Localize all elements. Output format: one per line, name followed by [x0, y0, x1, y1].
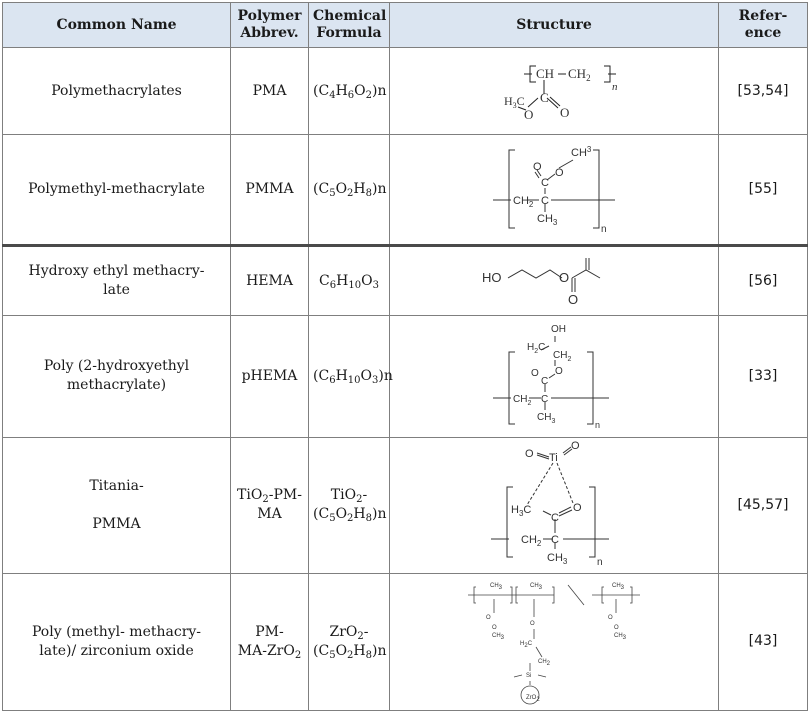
svg-text:CH2: $CH_2$: [553, 350, 572, 364]
polymer-table: [2, 2, 808, 711]
svg-text:CH2: $CH_2$: [513, 394, 532, 408]
table-row: [3, 316, 808, 437]
cell-formula: $(C_4H_6O_2)n$: [309, 48, 390, 135]
svg-text:n: n: [595, 420, 601, 431]
header-formula: Chemical Formula: [309, 3, 390, 48]
svg-text:O: O: [608, 614, 613, 621]
cell-common-name: Poly (methyl- methacry- late)/ zirconium oxide: [3, 573, 231, 710]
svg-text:C: C: [551, 512, 559, 525]
cell-abbrev: PMMA: [231, 135, 309, 246]
titania-pmma-structure-image: [489, 441, 619, 569]
svg-text:C: C: [551, 534, 559, 547]
table-row: [3, 48, 808, 135]
cell-abbrev: pHEMA: [231, 316, 309, 437]
svg-text:O: O: [531, 368, 539, 380]
svg-text:O: O: [559, 270, 570, 286]
svg-text:O: O: [555, 366, 563, 378]
header-abbrev: Polymer Abbrev.: [231, 3, 309, 48]
svg-text:Ti: Ti: [549, 452, 558, 465]
svg-text:CH2: $CH_2$: [568, 66, 591, 84]
table-row: [3, 246, 808, 316]
svg-text:CH3: $CH_3$: [537, 212, 558, 227]
svg-text:O: O: [492, 624, 497, 631]
pmma-zro2-structure-image: [464, 577, 644, 707]
svg-text:CH2: $CH_2$: [521, 534, 542, 549]
cell-structure: [390, 437, 719, 573]
svg-text:Si: Si: [526, 672, 532, 679]
header-row: [3, 3, 808, 48]
cell-formula: $C_6H_{10}O_3$: [309, 246, 390, 316]
table-row: [3, 437, 808, 573]
svg-text:C: C: [541, 394, 549, 406]
svg-text:OH: OH: [551, 324, 566, 336]
cell-abbrev: TiO$_2$-PM- MA: [231, 437, 309, 573]
cell-formula: ZrO$_2$- $(C_5O_2H_8)n$: [309, 573, 390, 710]
svg-text:O: O: [486, 614, 491, 621]
svg-text:H2C: $H_2C$: [527, 342, 546, 356]
svg-text:O: O: [555, 166, 564, 179]
svg-text:CH3: $CH_3$: [547, 552, 568, 567]
svg-text:H2C: H2C: [520, 640, 533, 649]
cell-reference: [53,54]: [719, 48, 808, 135]
svg-text:n: n: [612, 81, 618, 94]
svg-text:O: O: [573, 502, 582, 515]
svg-text:HO: HO: [482, 270, 502, 286]
svg-text:O: O: [560, 105, 570, 121]
cell-formula: $(C_6H_{10}O_3)n$: [309, 316, 390, 437]
svg-text:CH3: $CH^3$: [571, 144, 592, 159]
svg-text:O: O: [530, 620, 535, 627]
svg-text:CH3: CH3: [614, 632, 627, 641]
cell-abbrev: PMA: [231, 48, 309, 135]
svg-text:C: C: [541, 176, 549, 189]
cell-common-name: Hydroxy ethyl methacry- late: [3, 246, 231, 316]
svg-text:CH3: CH3: [490, 582, 503, 591]
svg-text:C: C: [541, 376, 549, 388]
cell-formula: $(C_5O_2H_8)n$: [309, 135, 390, 246]
pma-structure-image: [474, 60, 634, 122]
svg-text:H3C: $H_3C$: [504, 94, 525, 111]
svg-text:CH3: CH3: [612, 582, 625, 591]
cell-abbrev: PM- MA-ZrO$_2$: [231, 573, 309, 710]
cell-structure: [390, 48, 719, 135]
svg-text:CH3: $CH_3$: [537, 412, 556, 426]
svg-text:O: O: [524, 107, 534, 123]
svg-text:n: n: [597, 557, 603, 569]
svg-text:CH3: CH3: [492, 632, 505, 641]
cell-reference: [55]: [719, 135, 808, 246]
cell-reference: [56]: [719, 246, 808, 316]
header-reference: Refer-ence: [719, 3, 808, 48]
cell-reference: [33]: [719, 316, 808, 437]
svg-text:CH3: CH3: [530, 582, 543, 591]
cell-reference: [43]: [719, 573, 808, 710]
svg-text:O: O: [568, 292, 579, 307]
cell-common-name: Polymethyl-methacrylate: [3, 135, 231, 246]
phema-structure-image: [489, 320, 619, 432]
cell-structure: [390, 246, 719, 316]
svg-text:C: C: [540, 90, 549, 106]
svg-text:H3C: $H_3C$: [511, 504, 532, 519]
cell-structure: [390, 316, 719, 437]
cell-reference: [45,57]: [719, 437, 808, 573]
cell-structure: [390, 135, 719, 246]
table-row: [3, 573, 808, 710]
header-structure: Structure: [390, 3, 719, 48]
cell-common-name: Titania- PMMA: [3, 437, 231, 573]
svg-text:O: O: [525, 448, 534, 461]
cell-structure: [390, 573, 719, 710]
cell-common-name: Poly (2-hydroxyethyl methacrylate): [3, 316, 231, 437]
cell-common-name: Polymethacrylates: [3, 48, 231, 135]
svg-text:O: O: [614, 624, 619, 631]
cell-formula: TiO$_2$- $(C_5O_2H_8)n$: [309, 437, 390, 573]
svg-text:ZrO2: ZrO2: [526, 694, 540, 703]
svg-text:CH2: $CH_2$: [513, 194, 534, 209]
pmma-structure-image: [489, 142, 619, 238]
hema-structure-image: [474, 256, 634, 306]
svg-text:n: n: [601, 223, 607, 235]
header-common-name: Common Name: [3, 3, 231, 48]
svg-text:C: C: [541, 194, 549, 207]
svg-text:O: O: [571, 441, 580, 453]
table-row: [3, 135, 808, 246]
cell-abbrev: HEMA: [231, 246, 309, 316]
svg-text:CH2: CH2: [538, 658, 551, 667]
svg-text:CH: CH: [536, 66, 555, 82]
svg-text:O: O: [533, 160, 542, 173]
